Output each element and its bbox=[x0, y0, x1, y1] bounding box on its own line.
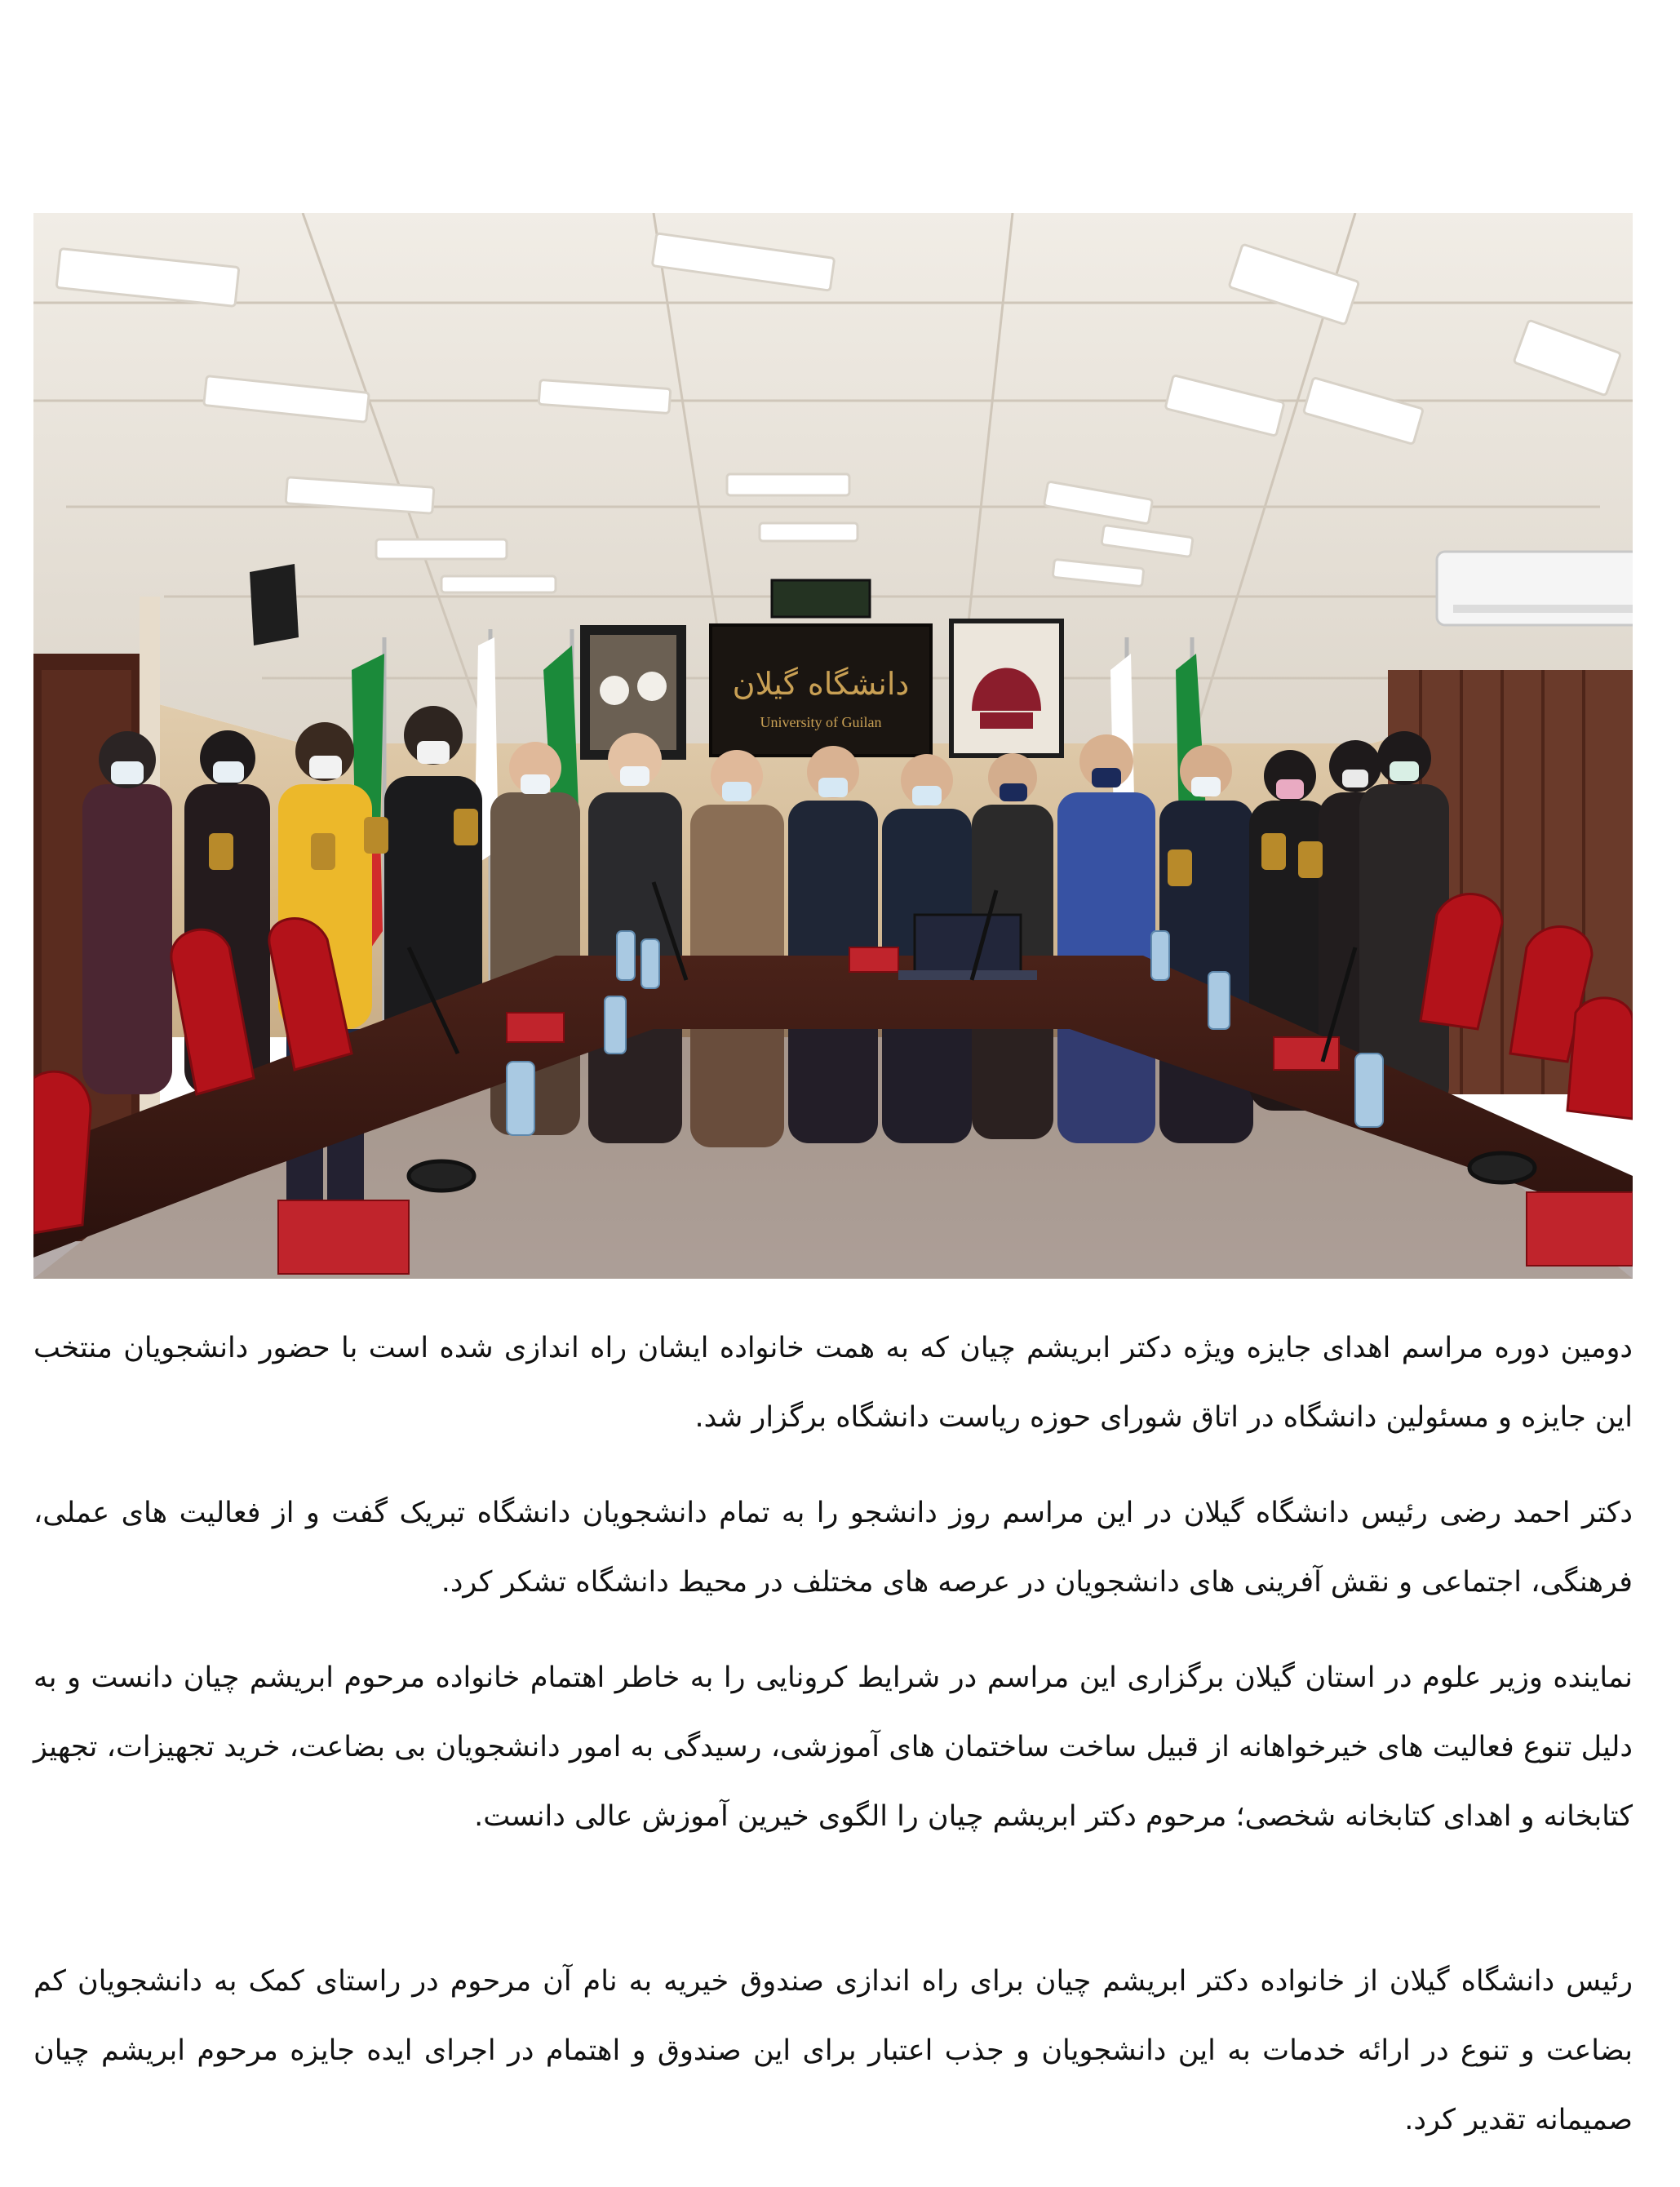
sign-english-text: University of Guilan bbox=[760, 714, 882, 730]
article-paragraph-2: دکتر احمد رضی رئیس دانشگاه گیلان در این مراسم روز دانشجو را به تمام دانشجویان دانشگاه تبریک گفت و از فعالیت های عملی، فرهنگی، اجتماعی و نقش آفرینی های دانشجویان در عرصه های مختلف در محیط دانشگاه تشکر کرد. bbox=[33, 1497, 1633, 1599]
ceremony-photo bbox=[33, 213, 1633, 1279]
article-paragraph-1: دومین دوره مراسم اهدای جایزه ویژه دکتر ابریشم چیان که به همت خانواده ایشان راه اندازی شده است با حضور دانشجویان منتخب این جایزه و مسئولین دانشگاه در اتاق شورای حوزه ریاست دانشگاه برگزار شد. bbox=[33, 1332, 1633, 1434]
sign-persian-text: دانشگاه گیلان bbox=[732, 666, 910, 702]
article-paragraph-4: رئیس دانشگاه گیلان از خانواده دکتر ابریشم چیان برای راه اندازی صندوق خیریه به نام آن مرحوم در راستای کمک به دانشجویان کم بضاعت و تنوع در ارائه خدمات به این دانشجویان و جذب اعتبار برای این صندوق و اهتمام در اجرای ایده جایزه مرحوم ابریشم چیان صمیمانه تقدیر کرد. bbox=[33, 1965, 1633, 2136]
article-paragraph-3: نماینده وزیر علوم در استان گیلان برگزاری این مراسم در شرایط کرونایی را به خاطر اهتمام خانواده مرحوم ابریشم چیان دانست و به دلیل تنوع فعالیت های خیرخواهانه از قبیل ساخت ساختمان های آموزشی، رسیدگی به امور دانشجویان بی بضاعت، خرید تجهیزات، تجهیز کتابخانه و اهدای کتابخانه شخصی؛ مرحوم دکتر ابریشم چیان را الگوی خیرین آموزش عالی دانست. bbox=[33, 1661, 1633, 1833]
